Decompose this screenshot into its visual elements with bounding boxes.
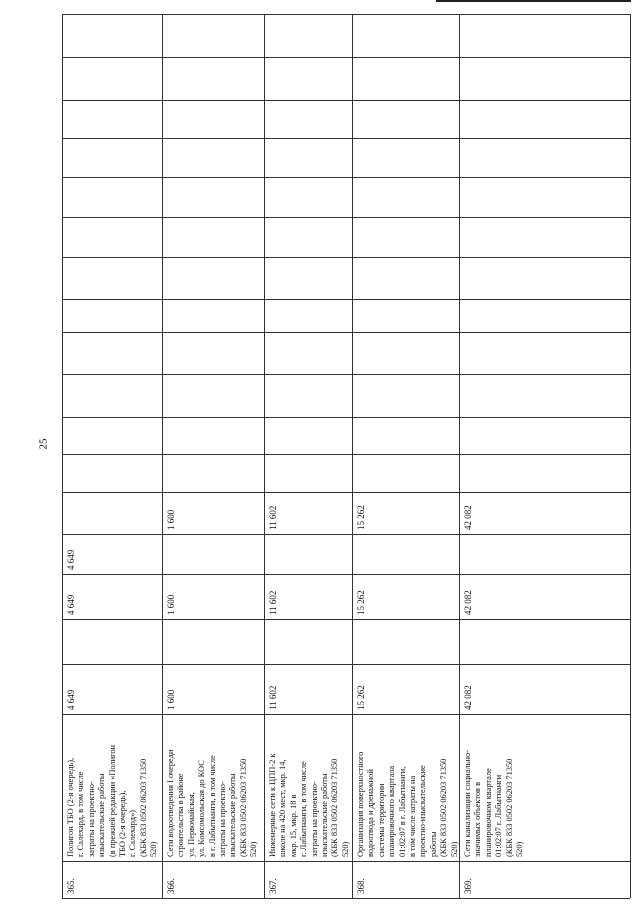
description-line: г. Салехард, в том числе	[76, 771, 86, 857]
table-grid-hline	[62, 861, 630, 862]
value-c4: 4 649	[66, 549, 76, 570]
rotated-data-table	[62, 14, 630, 898]
description-line: (КБК 833 0502 06203 71350	[330, 758, 340, 857]
description-line: (КБК 833 0502 06203 71350	[138, 758, 148, 857]
table-grid-hline	[62, 454, 630, 455]
value-c3: 42 082	[463, 590, 473, 615]
description-line: (КБК 833 0502 06203 71350	[439, 758, 449, 857]
table-grid-vline	[352, 14, 353, 898]
description-line: затраты на проектно-	[309, 781, 319, 857]
description-line: в том числе затраты на	[408, 775, 418, 857]
table-grid-hline	[62, 898, 630, 899]
description-line: г. Лабытнанги, в том числе	[299, 761, 309, 857]
description-line: школе на 420 мест, мкр. 14,	[278, 759, 288, 857]
description-line: Полигон ТБО (2-я очередь),	[66, 757, 75, 857]
description-line: г. Салехард»)	[128, 810, 138, 857]
description-line: 520)	[249, 841, 259, 857]
description-line: изыскательские работы	[320, 773, 330, 857]
value-total: 42 082	[463, 685, 473, 710]
value-total: 4 649	[66, 689, 76, 710]
description-line: ул. Первомайская,	[186, 792, 196, 857]
description-line: работы	[428, 831, 438, 857]
description-line: планировочном квартале	[483, 768, 493, 857]
table-grid-hline	[62, 138, 630, 139]
table-grid-hline	[62, 574, 630, 575]
row-description	[268, 754, 351, 857]
description-line: системы территории	[376, 783, 386, 857]
description-line: (в прежней редакции «Полигон	[107, 744, 117, 857]
description-line: изыскательские работы	[228, 773, 238, 857]
description-line: ТБО (2-я очередь),	[118, 790, 128, 857]
table-grid-hline	[62, 217, 630, 218]
row-number: 369.	[463, 878, 473, 894]
description-line: Сети канализации социально-	[463, 750, 472, 857]
description-line: изыскательские работы	[97, 773, 107, 857]
value-c3: 1 600	[166, 594, 176, 615]
table-grid-hline	[62, 14, 630, 15]
row-description	[166, 750, 260, 857]
description-line: мкр. 15, мкр. 18 в	[288, 794, 298, 857]
description-line: 520)	[149, 841, 159, 857]
table-grid-hline	[62, 664, 630, 665]
row-number: 367.	[268, 878, 278, 894]
description-line: затраты на проектно-	[218, 781, 228, 857]
description-line: планировочного квартала	[387, 765, 397, 857]
row-description	[356, 752, 460, 857]
table-grid-hline	[62, 714, 630, 715]
value-c3: 11 602	[268, 590, 278, 615]
description-line: проектно-изыскательские	[418, 765, 428, 857]
table-grid-hline	[62, 100, 630, 101]
description-line: 520)	[515, 841, 525, 857]
table-grid-hline	[62, 374, 630, 375]
description-line: 520)	[449, 841, 459, 857]
description-line: водоотвода и дренажной	[366, 769, 376, 857]
row-description	[66, 745, 160, 857]
description-line: 01:02:07 в г. Лабытнанги,	[397, 766, 407, 857]
table-grid-vline	[264, 14, 265, 898]
description-line: Организация поверхностного	[356, 751, 365, 857]
table-grid-hline	[62, 619, 630, 620]
value-c3: 4 649	[66, 594, 76, 615]
table-grid-hline	[62, 492, 630, 493]
table-grid-hline	[62, 299, 630, 300]
description-line: 520)	[340, 841, 350, 857]
description-line: ул. Комсомольская до КОС	[197, 760, 207, 857]
description-line: значимых объектов в	[473, 781, 483, 857]
value-c5: 1 600	[166, 509, 176, 530]
value-c5: 42 082	[463, 505, 473, 530]
description-line: строительства в районе	[176, 773, 186, 857]
value-total: 1 600	[166, 689, 176, 710]
page-number: 25	[37, 438, 50, 450]
row-number: 365.	[66, 878, 76, 894]
row-number: 368.	[356, 878, 366, 894]
table-grid-vline	[62, 14, 63, 898]
description-line: в г. Лабытнанги, в том числе	[207, 755, 217, 857]
value-total: 11 602	[268, 685, 278, 710]
description-line: Инженерные сети к ЦПП-2 к	[268, 753, 277, 857]
table-grid-vline	[162, 14, 163, 898]
description-line: 01:02:07 г. Лабытнанги	[494, 774, 504, 857]
table-grid-hline	[62, 177, 630, 178]
value-total: 15 262	[356, 685, 366, 710]
table-grid-hline	[62, 57, 630, 58]
value-c3: 15 262	[356, 590, 366, 615]
table-grid-hline	[62, 417, 630, 418]
table-grid-hline	[62, 257, 630, 258]
table-grid-vline	[630, 14, 631, 898]
description-line: Сети водоотведения I очереди	[166, 749, 175, 857]
top-rule	[436, 0, 631, 2]
value-c5: 11 602	[268, 505, 278, 530]
row-description	[463, 750, 525, 857]
table-grid-hline	[62, 534, 630, 535]
description-line: (КБК 833 0502 06203 71350	[238, 758, 248, 857]
row-number: 366.	[166, 878, 176, 894]
description-line: затраты на проектно-	[86, 781, 96, 857]
description-line: (КБК 833 0502 06203 71350	[504, 758, 514, 857]
value-c5: 15 262	[356, 505, 366, 530]
table-grid-hline	[62, 332, 630, 333]
